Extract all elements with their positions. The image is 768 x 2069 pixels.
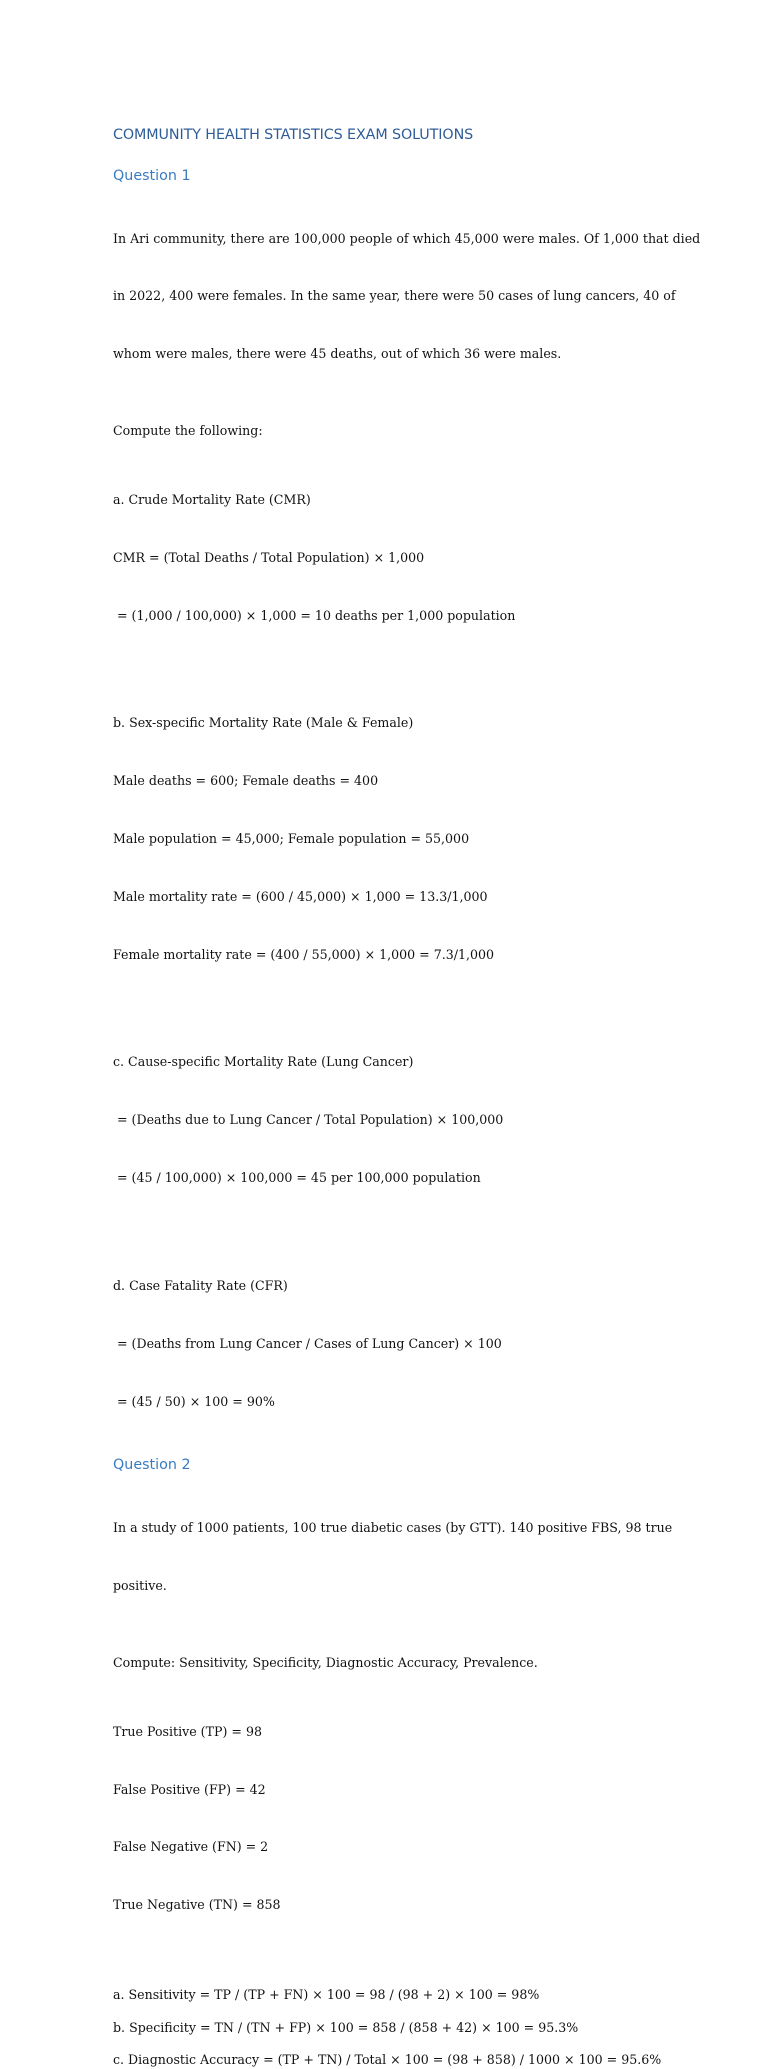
q2-compute-label: Compute: Sensitivity, Specificity, Diagnostic Accuracy, Prevalence.: [113, 1654, 538, 1670]
q1-b-female-rate: Female mortality rate = (400 / 55,000) × 1,000 = 7.3/1,000: [113, 946, 495, 962]
q1-b-heading: b. Sex-specific Mortality Rate (Male & Female): [113, 715, 414, 731]
q1-c-heading: c. Cause-specific Mortality Rate (Lung Cancer): [113, 1054, 414, 1070]
q1-intro-line: In Ari community, there are 100,000 people of which 45,000 were males. Of 1,000 that died: [113, 230, 701, 246]
document-title: COMMUNITY HEALTH STATISTICS EXAM SOLUTIONS: [113, 127, 474, 143]
q1-intro-line: in 2022, 400 were females. In the same year, there were 50 cases of lung cancers, 40 of: [113, 288, 676, 304]
q1-b-deaths: Male deaths = 600; Female deaths = 400: [113, 773, 379, 789]
q1-d-formula: = (Deaths from Lung Cancer / Cases of Lung Cancer) × 100: [113, 1335, 502, 1351]
q2-false-positive: False Positive (FP) = 42: [113, 1781, 266, 1797]
q1-part-b: [113, 675, 673, 1003]
document-body: [113, 123, 701, 2069]
q1-part-a: [113, 452, 673, 664]
q2-true-positive: True Positive (TP) = 98: [113, 1723, 262, 1739]
q1-a-result: = (1,000 / 100,000) × 1,000 = 10 deaths per 1,000 population: [113, 607, 516, 623]
q2-sensitivity: a. Sensitivity = TP / (TP + FN) × 100 = 98 / (98 + 2) × 100 = 98%: [113, 1987, 540, 2003]
q1-b-population: Male population = 45,000; Female population = 55,000: [113, 831, 470, 847]
q1-a-heading: a. Crude Mortality Rate (CMR): [113, 492, 311, 508]
q1-d-result: = (45 / 50) × 100 = 90%: [113, 1393, 275, 1409]
question-2-heading: Question 2: [113, 1457, 191, 1474]
question-1-intro: [113, 190, 701, 402]
q2-intro-line: positive.: [113, 1577, 167, 1593]
q2-counts: [113, 1683, 673, 1953]
q1-part-d: [113, 1237, 673, 1449]
question-2-intro: [113, 1479, 673, 1633]
q2-true-negative: True Negative (TN) = 858: [113, 1897, 281, 1913]
q1-b-male-rate: Male mortality rate = (600 / 45,000) × 1,000 = 13.3/1,000: [113, 889, 488, 905]
q1-a-formula: CMR = (Total Deaths / Total Population) × 1,000: [113, 550, 425, 566]
q1-c-result: = (45 / 100,000) × 100,000 = 45 per 100,000 population: [113, 1170, 481, 1186]
q1-intro-line: whom were males, there were 45 deaths, out of which 36 were males.: [113, 346, 562, 362]
q2-intro-line: In a study of 1000 patients, 100 true diabetic cases (by GTT). 140 positive FBS, 98 true: [113, 1520, 673, 1535]
q2-specificity: b. Specificity = TN / (TN + FP) × 100 = 858 / (858 + 42) × 100 = 95.3%: [113, 2019, 579, 2035]
q1-compute-label: Compute the following:: [113, 423, 263, 439]
q2-diagnostic-accuracy: c. Diagnostic Accuracy = (TP + TN) / Total × 100 = (98 + 858) / 1000 × 100 = 95.6%: [113, 2051, 662, 2067]
q1-part-c: [113, 1014, 673, 1226]
question-1-heading: Question 1: [113, 168, 191, 184]
q2-false-negative: False Negative (FN) = 2: [113, 1839, 269, 1855]
q1-d-heading: d. Case Fatality Rate (CFR): [113, 1277, 288, 1293]
q1-c-formula: = (Deaths due to Lung Cancer / Total Population) × 100,000: [113, 1112, 504, 1128]
